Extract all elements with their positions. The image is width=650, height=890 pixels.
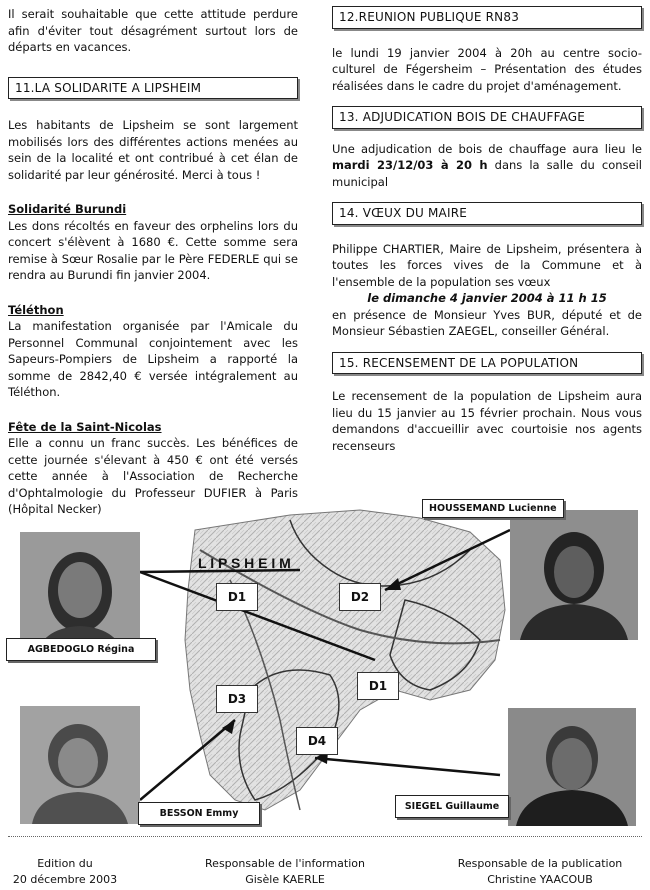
census-map-area (0, 490, 650, 830)
district-label-d2: D2 (339, 583, 381, 611)
footer-info-manager (190, 856, 380, 888)
footer-edition (10, 856, 120, 888)
section-15-text: Le recensement de la population de Lipsheim aura lieu du 15 janvier au 15 février prochain. Nous vous demandons d'accueillir avec courtoisie nos agents recenseurs (332, 389, 642, 453)
agent-name-houssemand: HOUSSEMAND Lucienne (422, 499, 564, 518)
section-15-title: 15. RECENSEMENT DE LA POPULATION (332, 352, 642, 375)
info-manager-label: Responsable de l'information (205, 857, 365, 870)
portrait-woman-icon (510, 510, 638, 640)
footer-publication-manager (440, 856, 640, 888)
section-13-title: 13. ADJUDICATION BOIS DE CHAUFFAGE (332, 106, 642, 129)
telethon-text: La manifestation organisée par l'Amicale du Personnel Communal conjointement avec les Sapeurs-Pompiers de Lipsheim a rapporté la somme de 2842,40 € versée intégralement au Téléthon. (8, 319, 298, 399)
section-12-text: le lundi 19 janvier 2004 à 20h au centre socio-culturel de Fégersheim – Présentation des études réalisées dans le cadre du projet d'aménagement. (332, 45, 642, 93)
section-14-text2: en présence de Monsieur Yves BUR, député et de Monsieur Sébastien ZAEGEL, conseiller Général. (332, 307, 642, 338)
saint-nicolas-title: Fête de la Saint-Nicolas (8, 419, 162, 434)
section-14-title: 14. VŒUX DU MAIRE (332, 202, 642, 225)
publication-manager-name: Christine YAACOUB (487, 873, 593, 886)
edition-label: Edition du (37, 857, 93, 870)
photo-besson (20, 706, 140, 824)
section-13-date: mardi 23/12/03 à 20 h (332, 158, 488, 172)
section-13-text (332, 141, 642, 191)
district-label-d4: D4 (296, 727, 338, 755)
section-14-date: le dimanche 4 janvier 2004 à 11 h 15 (367, 291, 607, 305)
intro-paragraph: Il serait souhaitable que cette attitude perdure afin d'éviter tout désagrément surtout lors de départs en vacances. (8, 7, 298, 54)
burundi-text: Les dons récoltés en faveur des orphelins lors du concert s'élèvent à 1680 €. Cette somme sera remise à Sœur Rosalie par le Père FEDERLE qui se rendra au Burundi fin janvier 2004. (8, 218, 298, 282)
section-11-title: 11.LA SOLIDARITE A LIPSHEIM (8, 77, 298, 100)
edition-date: 20 décembre 2003 (12, 873, 118, 886)
district-label-d3: D3 (216, 685, 258, 713)
section-13-text-after: dans la salle du conseil municipal (332, 158, 643, 189)
burundi-title: Solidarité Burundi (8, 202, 127, 216)
footer-divider (8, 836, 642, 837)
photo-siegel (508, 708, 636, 826)
district-label-d1-west: D1 (216, 583, 258, 611)
telethon-title: Téléthon (8, 302, 64, 317)
section-13-text-before: Une adjudication de bois de chauffage aura lieu le (332, 141, 642, 156)
left-column (8, 6, 298, 518)
photo-houssemand (510, 510, 638, 640)
district-label-d1-east: D1 (357, 672, 399, 700)
info-manager-name: Gisèle KAERLE (245, 873, 325, 886)
publication-manager-label: Responsable de la publication (457, 857, 623, 870)
solidarity-intro: Les habitants de Lipsheim se sont largement mobilisés lors des différentes actions menées au sein de la localité et ont contribué à cet élan de solidarité par leur générosité. Merci à tous ! (8, 118, 298, 182)
agent-name-besson: BESSON Emmy (138, 802, 260, 825)
agent-name-siegel: SIEGEL Guillaume (395, 795, 509, 818)
right-column (332, 6, 642, 454)
section-14-text1: Philippe CHARTIER, Maire de Lipsheim, présentera à toutes les forces vives de la Commune et à l'ensemble de la population ses vœux (332, 241, 642, 289)
portrait-man-icon (508, 708, 636, 826)
saint-nicolas-text: Elle a connu un franc succès. Les bénéfices de cette journée s'élevant à 450 € ont été versés cette année à l'Association de Recherche d'Ophtalmologie du Professeur DUFIER à Paris (Hôpital Necker) (8, 436, 298, 516)
section-12-title: 12.REUNION PUBLIQUE RN83 (332, 6, 642, 29)
portrait-woman-icon (20, 706, 140, 824)
town-label: L I P S H E I M (198, 555, 291, 571)
agent-name-agbedoglo: AGBEDOGLO Régina (6, 638, 156, 661)
arrow-siegel-d4 (315, 758, 500, 775)
